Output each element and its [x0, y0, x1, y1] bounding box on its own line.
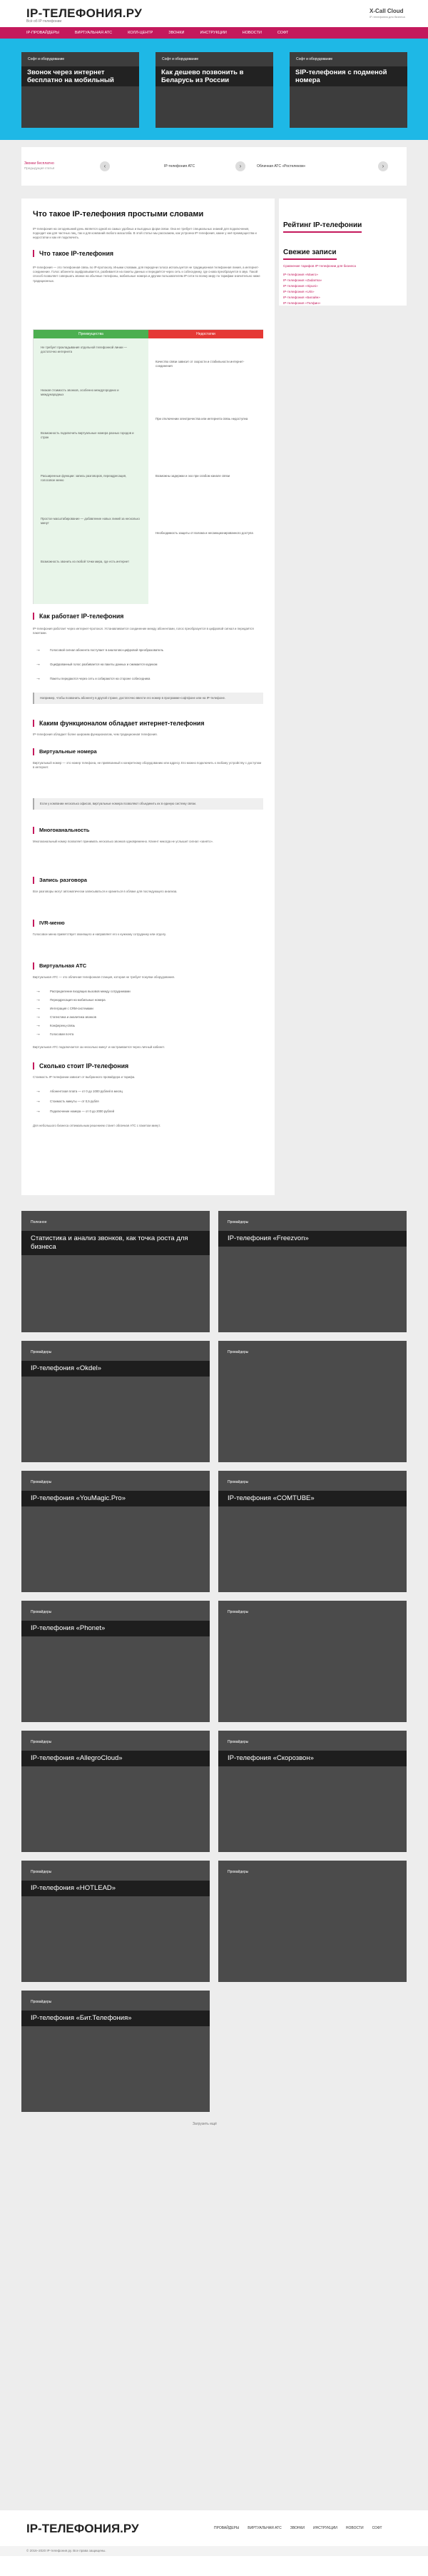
site-tagline: Всё об IP-телефонии — [26, 19, 62, 24]
main-nav — [0, 27, 428, 39]
list-item: Распределение входящих вызовов между сотрудниками — [50, 990, 131, 993]
related-post-card[interactable] — [21, 1211, 210, 1332]
section-text: Стоимость IP-телефонии зависит от выбранного провайдера и тарифа. — [33, 1075, 136, 1079]
section-text: Многоканальный номер позволяет принимать несколько звонков одновременно. Клиент никогда не услышит сигнал «занято». — [33, 840, 214, 843]
arrow-icon: → — [36, 1032, 41, 1037]
hero-section — [0, 39, 428, 140]
section-text: Виртуальная АТС подключается за несколько минут и настраивается через личный кабинет. — [33, 1045, 165, 1049]
pros-cons-table — [33, 329, 263, 604]
subsection-heading: IVR-меню — [33, 920, 65, 927]
table-cell: Возможность звонить из любой точки мира, где есть интернет — [41, 560, 130, 563]
sidebar — [279, 198, 407, 306]
copyright: © 2016–2020 IP-телефония.ру. Все права защищены. — [26, 2549, 106, 2552]
list-item: Переадресация на мобильные номера — [50, 998, 106, 1002]
arrow-icon: → — [36, 662, 41, 667]
sidebar-link[interactable]: Сравнение тарифов IP-телефонии для бизнеса — [283, 264, 356, 268]
card-title[interactable]: IP-телефония «HOTLEAD» — [21, 1881, 210, 1896]
section-text: Для небольшого бизнеса оптимальным решением станет облачная АТС с пакетом минут. — [33, 1124, 161, 1127]
arrow-icon: → — [36, 1099, 41, 1104]
footer-logo[interactable]: IP-ТЕЛЕФОНИЯ.РУ — [26, 2522, 139, 2535]
nav-item[interactable]: КОЛЛ-ЦЕНТР — [128, 31, 153, 35]
article-intro: IP-телефония на сегодняшний день является одной из самых удобных и выгодных форм связи. Она не требует специальных знаний для подключения, подходит как для частных лиц, так и для компаний любого масштаба. В этой статье мы расскажем, как устроена IP-телефония, какие у неё преимущества и недостатки и как её подключить. — [33, 227, 257, 240]
arrow-icon: → — [36, 1015, 41, 1020]
related-post-card[interactable] — [21, 1991, 210, 2112]
nav-item[interactable]: ИНСТРУКЦИИ — [200, 31, 227, 35]
arrow-icon: → — [36, 1089, 41, 1094]
article — [21, 198, 275, 1195]
table-cell: Возможность подключить виртуальные номера разных городов и стран — [41, 431, 134, 439]
related-post-card[interactable] — [218, 1731, 407, 1852]
arrow-icon: → — [36, 997, 41, 1002]
arrow-icon: → — [36, 648, 41, 653]
list-item: Голосовой сигнал абонента поступает в аналогово-цифровой преобразователь — [50, 648, 164, 652]
card-category: Полезное — [31, 1220, 47, 1224]
article-title: Что такое IP-телефония простыми словами — [33, 210, 204, 218]
prev-post-link[interactable]: Звонки бесплатно — [24, 161, 54, 166]
related-post-card[interactable] — [21, 1731, 210, 1852]
card-category: Провайдеры — [228, 1740, 249, 1744]
card-category: Провайдеры — [31, 1610, 52, 1614]
sidebar-link[interactable]: IP-телефония «Zadarma» — [283, 278, 322, 282]
footer-link[interactable]: СОФТ — [372, 2526, 382, 2530]
footer-link[interactable]: ВИРТУАЛЬНАЯ АТС — [248, 2526, 282, 2530]
section-text: IP-телефония обладает более широким функционалом, чем традиционная телефония. — [33, 733, 158, 736]
list-item: Конференц-связь — [50, 1024, 76, 1027]
list-item: Пакеты передаются через сеть и собираются на стороне собеседника — [50, 677, 151, 680]
related-post-card[interactable] — [218, 1861, 407, 1982]
sidebar-link[interactable]: IP-телефония «Телфин» — [283, 301, 321, 305]
section-text: Голосовое меню приветствует звонящего и направляет его к нужному сотруднику или отделу. — [33, 932, 166, 936]
card-title[interactable]: IP-телефония «Okdel» — [21, 1361, 210, 1377]
hero-card-title[interactable]: SIP-телефония с подменой номера — [290, 66, 407, 86]
card-category: Провайдеры — [31, 1740, 52, 1744]
list-item: Интеграция с CRM-системами — [50, 1007, 93, 1010]
sidebar-link[interactable]: IP-телефония «Sipuni» — [283, 284, 318, 288]
info-note: Если у компании несколько офисов, виртуальные номера позволяют объединить их в единую систему связи. — [33, 798, 263, 810]
table-cell: Низкая стоимость звонков, особенно междугородних и международных — [41, 388, 119, 396]
table-cell: Качество связи зависит от скорости и стабильности интернет-соединения — [156, 360, 245, 368]
subsection-heading: Виртуальная АТС — [33, 962, 86, 970]
hero-card-title[interactable]: Как дешево позвонить в Беларусь из России — [156, 66, 273, 86]
card-title[interactable]: IP-телефония «YouMagic.Pro» — [21, 1491, 210, 1506]
nav-item[interactable]: ВИРТУАЛЬНАЯ АТС — [74, 31, 113, 35]
post-navigation — [21, 147, 407, 186]
arrow-icon: → — [36, 989, 41, 994]
subsection-heading: Многоканальность — [33, 827, 89, 834]
section-text: Виртуальный номер — это номер телефона, не привязанный к конкретному оборудованию или адресу. Его можно подключить к любому устройству с доступом в интернет. — [33, 761, 262, 770]
arrow-icon: → — [36, 1023, 41, 1028]
site-logo[interactable]: IP-ТЕЛЕФОНИЯ.РУ — [26, 6, 143, 20]
sidebar-link[interactable]: IP-телефония «UIS» — [283, 290, 315, 293]
footer-link[interactable]: ЗВОНКИ — [290, 2526, 305, 2530]
list-item: Оцифрованный голос разбивается на пакеты данных и сжимается кодеком — [50, 663, 158, 666]
related-post-card[interactable] — [21, 1601, 210, 1722]
related-post-card[interactable] — [218, 1341, 407, 1462]
site-footer — [0, 2510, 428, 2576]
table-cell: Расширенные функции: запись разговоров, переадресация, голосовое меню — [41, 474, 127, 482]
table-column-pros — [34, 338, 148, 604]
card-title[interactable]: IP-телефония «Бит.Телефония» — [21, 2011, 210, 2026]
hero-card[interactable] — [21, 52, 139, 128]
load-more-button[interactable]: Загрузить ещё — [193, 2122, 217, 2126]
card-title[interactable]: IP-телефония «COMTUBE» — [218, 1491, 407, 1506]
section-text: IP-телефония — это телефонная связь по IP-протоколу. Иными словами, для передачи голоса используется не традиционная телефонная линия, а интернет-соединение. Голос абонента оцифровывается, разбивается на пакеты данных и передаётся через сеть к собеседнику, где снова преобразуется в звук. Такой способ позволяет совершать звонки на обычные телефоны, мобильные номера и другим пользователям IP-сети по всему миру по тарифам значительно ниже традиционных. — [33, 266, 260, 283]
table-cell: Возможны задержки и эхо при слабом канале связи — [156, 474, 230, 478]
card-category: Провайдеры — [228, 1870, 249, 1874]
section-heading: Сколько стоит IP-телефония — [33, 1062, 128, 1070]
hero-card-category: Софт и оборудование — [162, 57, 199, 61]
sidebar-heading: Свежие записи — [283, 248, 337, 260]
subsection-heading: Виртуальные номера — [33, 748, 97, 755]
related-post-card[interactable] — [218, 1211, 407, 1332]
list-item: Подключение номера — от 0 до 2000 рублей — [50, 1110, 114, 1113]
list-item: Абонентская плата — от 0 до 1000 рублей в месяц — [50, 1090, 123, 1093]
related-post-card[interactable] — [218, 1471, 407, 1592]
hero-card-title[interactable]: Звонок через интернет бесплатно на мобильный — [21, 66, 139, 86]
section-text: Виртуальная АТС — это облачная телефонная станция, которая не требует покупки оборудования. — [33, 975, 175, 979]
sidebar-link[interactable]: IP-телефония «Манго» — [283, 273, 318, 276]
footer-link[interactable]: ПРОВАЙДЕРЫ — [214, 2526, 240, 2530]
card-category: Провайдеры — [31, 2000, 52, 2004]
nav-item[interactable]: СОФТ — [277, 31, 289, 35]
hero-card[interactable] — [156, 52, 273, 128]
table-cell: Не требует прокладывания отдельной телефонной линии — достаточно интернета — [41, 346, 127, 353]
footer-link[interactable]: НОВОСТИ — [345, 2526, 364, 2530]
card-title[interactable]: IP-телефония «AllegroCloud» — [21, 1751, 210, 1766]
card-title[interactable]: IP-телефония «Скорозвон» — [218, 1751, 407, 1766]
nav-item[interactable]: ЗВОНКИ — [168, 31, 185, 35]
arrow-icon: → — [36, 1006, 41, 1011]
card-category: Провайдеры — [228, 1220, 249, 1224]
table-cell: При отключении электричества или интернета связь недоступна — [156, 417, 248, 421]
prev-post-label: Предыдущая статья — [24, 166, 55, 170]
hero-card[interactable] — [290, 52, 407, 128]
subsection-heading: Запись разговора — [33, 877, 87, 884]
nav-item[interactable]: IP-ПРОВАЙДЕРЫ — [26, 31, 59, 35]
footer-link[interactable]: ИНСТРУКЦИИ — [313, 2526, 337, 2530]
table-cell: Простое масштабирование — добавление новых линий за несколько минут — [41, 517, 140, 525]
section-heading: Каким функционалом обладает интернет-телефония — [33, 720, 204, 727]
section-heading: Что такое IP-телефония — [33, 250, 113, 257]
partner-logo[interactable]: X-Call Cloud — [370, 8, 404, 14]
section-heading: Как работает IP-телефония — [33, 613, 123, 620]
section-text: IP-телефония работает через интернет-протокол. Устанавливается соединение между абонентами, голос преобразуется в цифровой сигнал и передаётся пакетами. — [33, 627, 254, 635]
next-arrow-icon[interactable]: › — [378, 161, 388, 171]
nav-item[interactable]: НОВОСТИ — [242, 31, 262, 35]
card-title[interactable]: Статистика и анализ звонков, как точка роста для бизнеса — [21, 1231, 210, 1255]
card-category: Провайдеры — [228, 1350, 249, 1354]
next-post-link[interactable]: Облачная АТС «Ростелеком» — [257, 164, 306, 168]
current-post: IP-телефония АТС — [164, 164, 195, 168]
sidebar-link[interactable]: IP-телефония «Билайн» — [283, 296, 320, 299]
related-post-card[interactable] — [21, 1471, 210, 1592]
list-item: Стоимость минуты — от 0,5 рубля — [50, 1100, 99, 1103]
hero-card-category: Софт и оборудование — [296, 57, 333, 61]
related-post-card[interactable] — [218, 1601, 407, 1722]
card-title[interactable]: IP-телефония «Phonet» — [21, 1621, 210, 1636]
list-item: Статистика и аналитика звонков — [50, 1015, 96, 1019]
list-item: Голосовая почта — [50, 1032, 74, 1036]
next-arrow-icon[interactable]: › — [235, 161, 245, 171]
section-text: Все разговоры могут автоматически записываться и храниться в облаке для последующего анализа. — [33, 890, 178, 893]
table-header-pros: Преимущества — [34, 330, 148, 338]
prev-arrow-icon[interactable]: ‹ — [100, 161, 110, 171]
arrow-icon: → — [36, 1109, 41, 1114]
site-header — [0, 0, 428, 27]
related-post-card[interactable] — [21, 1861, 210, 1982]
card-category: Провайдеры — [228, 1480, 249, 1484]
card-category: Провайдеры — [31, 1350, 52, 1354]
card-title[interactable]: IP-телефония «Freezvon» — [218, 1231, 407, 1247]
card-category: Провайдеры — [31, 1870, 52, 1874]
hero-card-category: Софт и оборудование — [28, 57, 65, 61]
info-note: Например, чтобы позвонить абоненту в другой стране, достаточно ввести его номер в программе-софтфоне или на IP-телефоне. — [33, 693, 263, 704]
partner-tagline: IP-телефония для бизнеса — [370, 15, 405, 19]
arrow-icon: → — [36, 676, 41, 681]
card-category: Провайдеры — [31, 1480, 52, 1484]
table-header-cons: Недостатки — [148, 330, 263, 338]
table-column-cons — [148, 338, 263, 604]
table-cell: Необходимость защиты от взлома и несанкционированного доступа — [156, 531, 253, 535]
related-post-card[interactable] — [21, 1341, 210, 1462]
sidebar-heading: Рейтинг IP-телефонии — [283, 221, 362, 233]
card-category: Провайдеры — [228, 1610, 249, 1614]
